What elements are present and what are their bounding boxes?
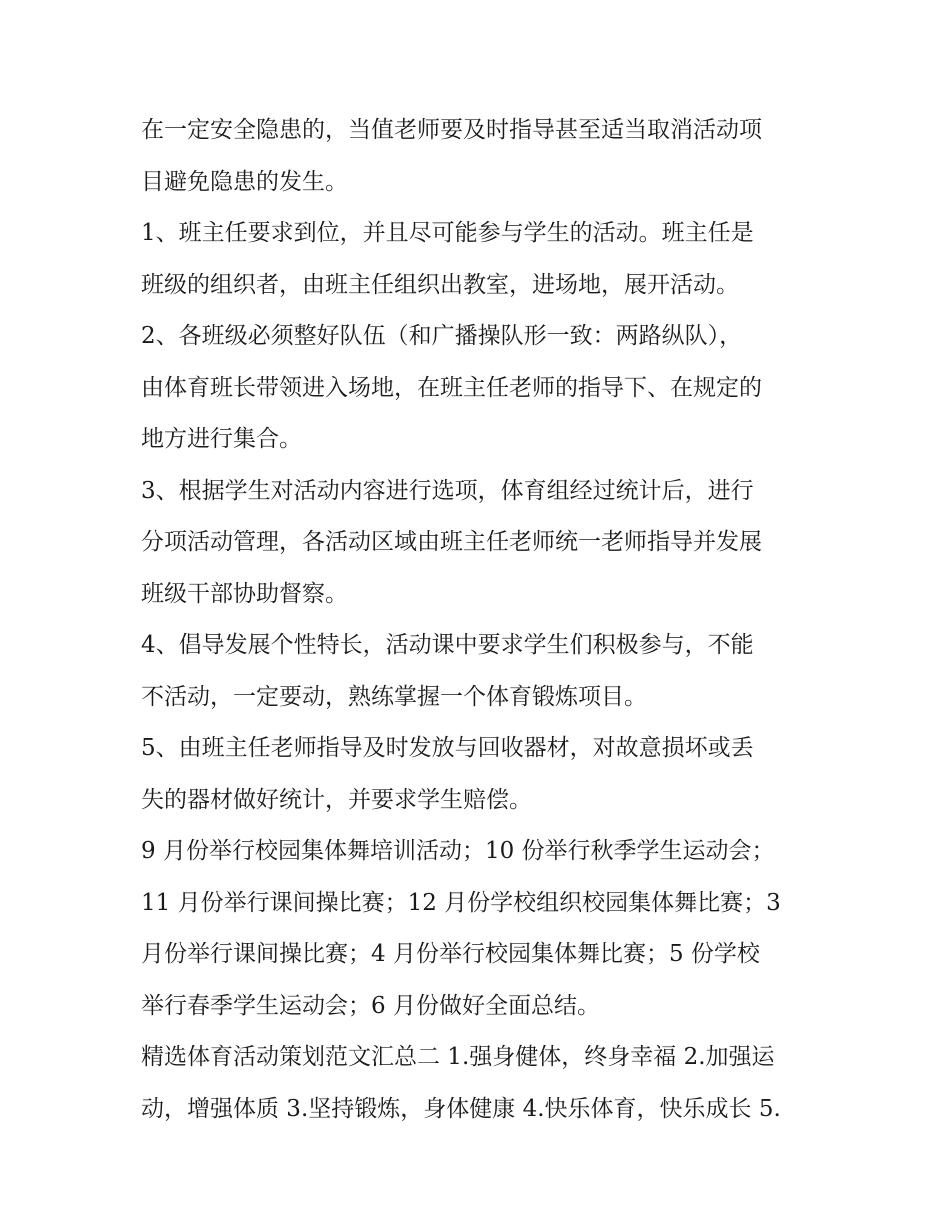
document-body — [141, 105, 821, 1135]
text-line: 动，增强体质 3.坚持锻炼，身体健康 4.快乐体育，快乐成长 5. — [141, 1095, 781, 1122]
text-line: 失的器材做好统计，并要求学生赔偿。 — [141, 786, 532, 813]
text-line: 月份举行课间操比赛；4 月份举行校园集体舞比赛；5 份学校 — [141, 941, 760, 967]
text-line: 5、由班主任老师指导及时发放与回收器材，对故意损坏或丢 — [141, 735, 754, 761]
text-line: 在一定安全隐患的，当值老师要及时指导甚至适当取消活动项 — [141, 117, 762, 143]
text-line: 4、倡导发展个性特长，活动课中要求学生们积极参与，不能 — [141, 632, 754, 658]
text-line: 11 月份举行课间操比赛；12 月份学校组织校园集体舞比赛；3 — [141, 889, 781, 916]
text-line: 班级的组织者，由班主任组织出教室，进场地，展开活动。 — [141, 271, 739, 298]
text-line: 2、各班级必须整好队伍（和广播操队形一致：两路纵队）， — [141, 323, 743, 349]
text-line: 地方进行集合。 — [141, 426, 302, 452]
text-line: 由体育班长带领进入场地，在班主任老师的指导下、在规定的 — [141, 374, 762, 401]
text-line: 举行春季学生运动会；6 月份做好全面总结。 — [141, 992, 600, 1019]
text-line: 精选体育活动策划范文汇总二 1.强身健体，终身幸福 2.加强运 — [141, 1044, 775, 1070]
text-line: 不活动，一定要动，熟练掌握一个体育锻炼项目。 — [141, 683, 647, 710]
text-line: 班级干部协助督察。 — [141, 580, 348, 607]
text-line: 3、根据学生对活动内容进行选项，体育组经过统计后，进行 — [141, 477, 754, 504]
text-line: 1、班主任要求到位，并且尽可能参与学生的活动。班主任是 — [141, 220, 754, 246]
text-line: 分项活动管理，各活动区域由班主任老师统一老师指导并发展 — [141, 529, 762, 555]
text-line: 目避免隐患的发生。 — [141, 168, 348, 195]
text-line: 9 月份举行校园集体舞培训活动；10 份举行秋季学生运动会； — [141, 838, 775, 864]
